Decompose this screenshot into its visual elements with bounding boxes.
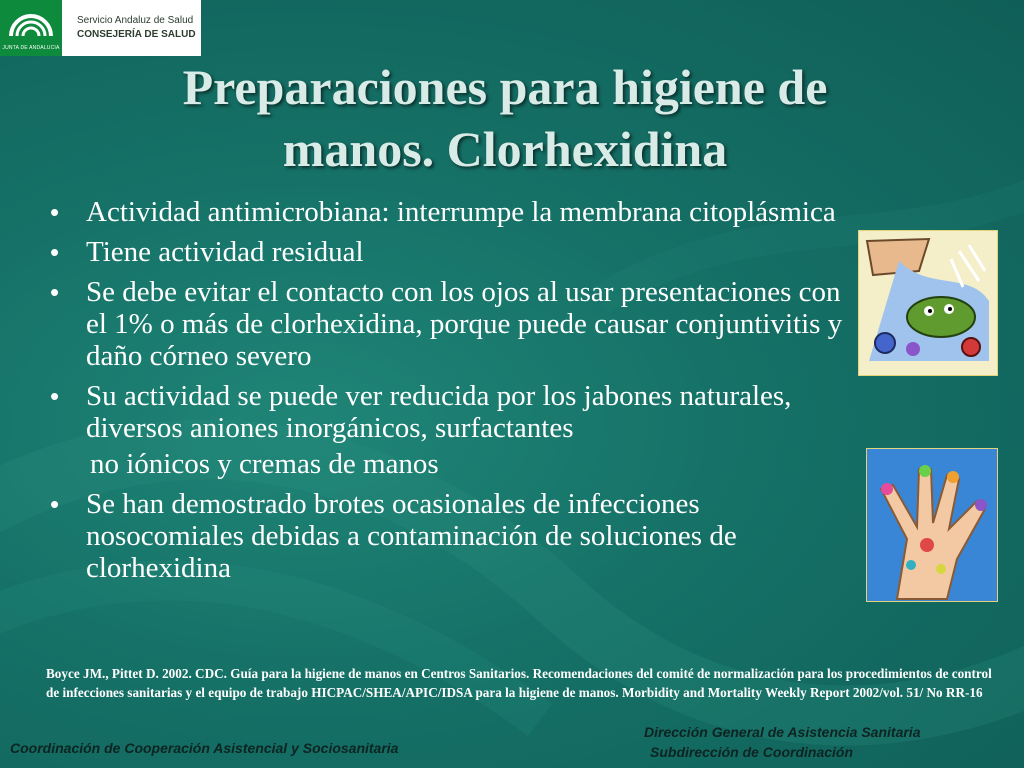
footer-directorate <box>644 722 921 762</box>
bibliographic-reference: Boyce JM., Pittet D. 2002. CDC. Guía para la higiene de manos en Centros Sanitarios. Recomendaciones del comité de normalización para los procedimientos de control de infecciones sanitarias y el equipo de trabajo HICPAC/SHEA/APIC/IDSA para la higiene de manos. Morbidity and Mortality Weekly Report 2002/vol. 51/ No RR-16 <box>46 666 992 700</box>
bullet-item <box>48 276 848 372</box>
logo-service-name: Servicio Andaluz de Salud <box>77 15 194 26</box>
bullet-list <box>48 196 848 592</box>
bullet-item <box>48 380 848 444</box>
bullet-marker: • <box>50 277 60 307</box>
germs-washing-illustration <box>858 230 998 376</box>
footer-coordination: Coordinación de Cooperación Asistencial y Sociosanitaria <box>10 740 399 756</box>
bullet-text: Se han demostrado brotes ocasionales de infecciones nosocomiales debidas a contaminación de soluciones de clorhexidina <box>86 488 737 584</box>
junta-andalucia-logo <box>0 0 62 56</box>
footer-directorate-line2: Subdirección de Coordinación <box>650 744 854 760</box>
bullet-item <box>48 488 848 584</box>
bullet-text: Se debe evitar el contacto con los ojos al usar presentaciones con el 1% o más de clorhexidina, porque puede causar conjuntivitis y daño córneo severo <box>86 276 843 372</box>
bullet-marker: • <box>50 237 60 267</box>
bullet-text: Tiene actividad residual <box>86 236 364 268</box>
bullet-item <box>48 196 848 228</box>
hand-germs-illustration <box>866 448 998 602</box>
slide-title-line2: manos. Clorhexidina <box>282 121 728 177</box>
slide-title <box>60 56 950 180</box>
header-logo <box>0 0 201 56</box>
bullet-text: Actividad antimicrobiana: interrumpe la membrana citoplásmica <box>86 196 836 228</box>
bullet-item <box>48 236 848 268</box>
logo-caption: JUNTA DE ANDALUCIA <box>2 45 60 51</box>
bullet-text: Su actividad se puede ver reducida por los jabones naturales, diversos aniones inorgánicos, surfactantes <box>86 380 792 444</box>
bullet-marker: • <box>50 197 60 227</box>
bullet-text: no iónicos y cremas de manos <box>90 448 439 480</box>
bullet-marker: • <box>50 489 60 519</box>
footer-directorate-line1: Dirección General de Asistencia Sanitaria <box>644 724 921 740</box>
bullet-continuation <box>48 448 848 480</box>
arch-icon <box>6 6 56 40</box>
logo-text <box>77 14 196 42</box>
slide-title-line1: Preparaciones para higiene de <box>182 59 828 115</box>
logo-department-name: CONSEJERÍA DE SALUD <box>77 29 196 40</box>
bullet-marker: • <box>50 381 60 411</box>
